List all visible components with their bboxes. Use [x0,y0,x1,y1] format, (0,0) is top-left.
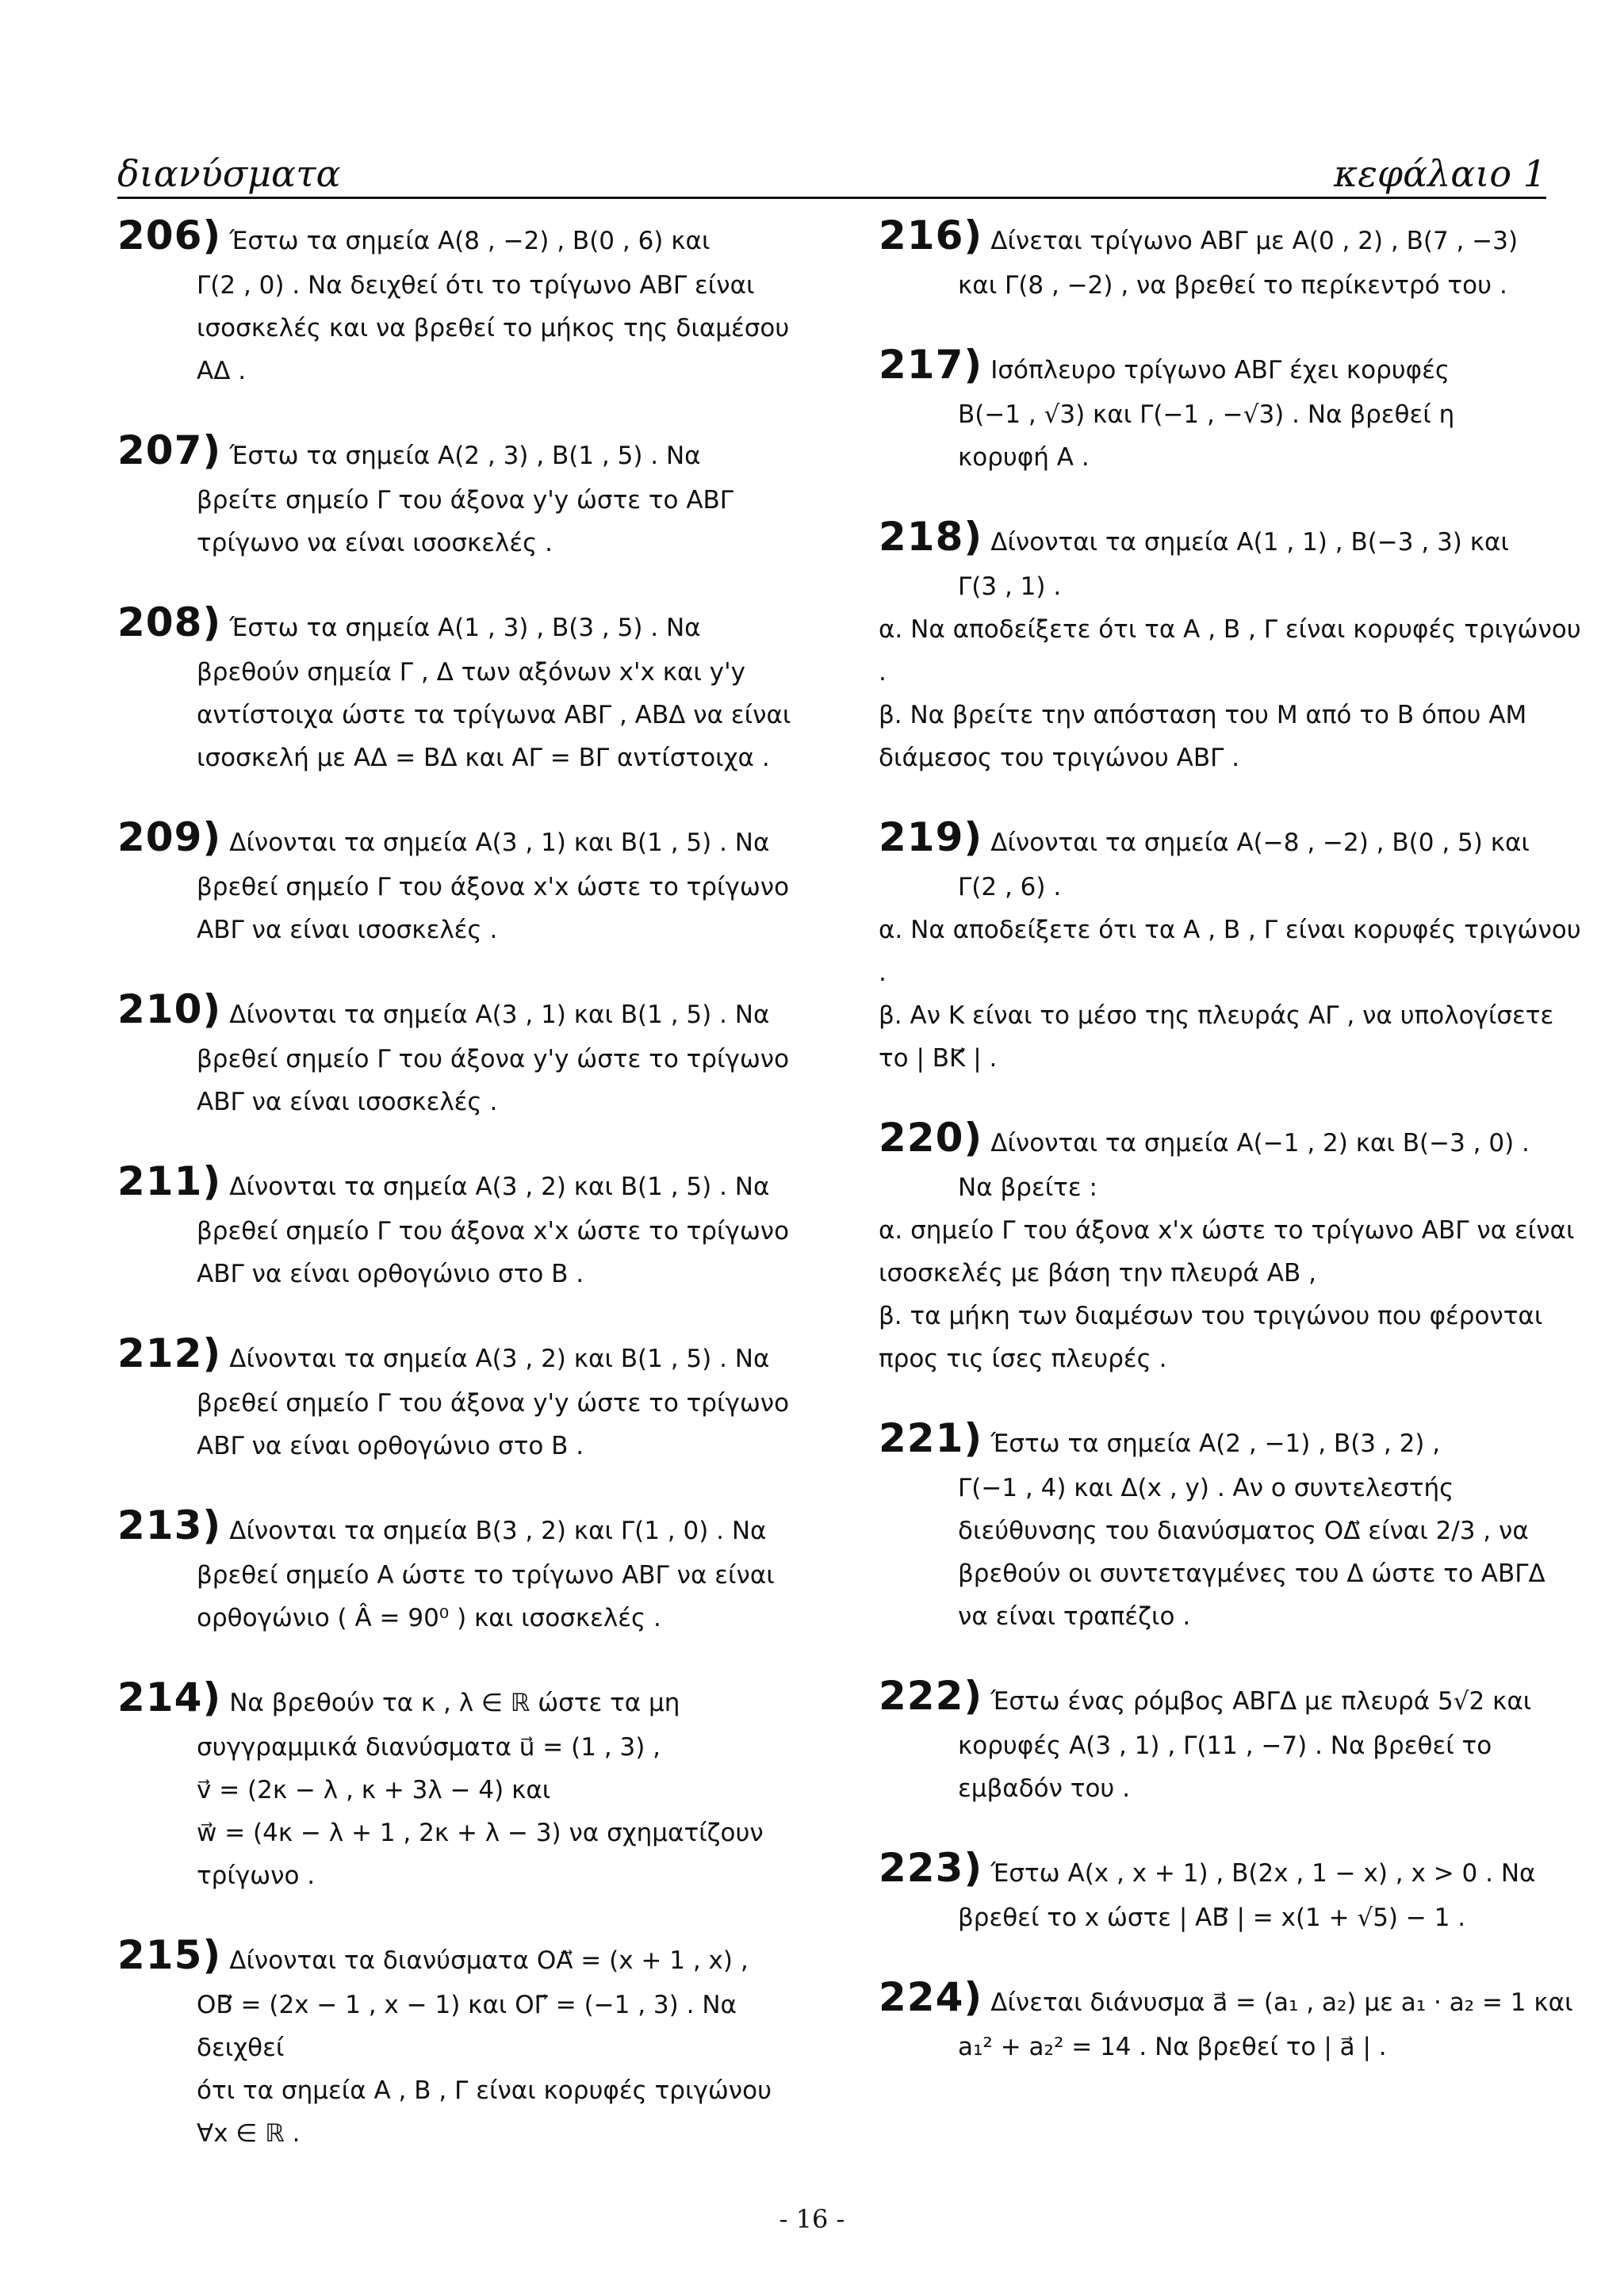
right-column [879,212,1584,2103]
left-column [117,212,823,2190]
problem-item [879,212,1584,307]
problem-item [117,1932,823,2155]
problem-line: β. Να βρείτε την απόσταση του Μ από το Β όπου ΑΜ διάμεσος του τριγώνου ΑΒΓ . [879,701,1527,772]
problem-line: τρίγωνο . [197,1862,316,1890]
problem-line: να είναι τραπέζιο . [958,1602,1191,1631]
problem-line: τρίγωνο να είναι ισοσκελές . [197,529,553,557]
problem-text: Δίνονται τα σημεία Β(3 , 2) και Γ(1 , 0) . Να [229,1517,767,1545]
problem-line: ότι τα σημεία Α , Β , Γ είναι κορυφές τριγώνου [197,2076,772,2105]
problem-line: κορυφή Α . [958,443,1090,472]
problem-item [117,1674,823,1897]
problem-line: κορυφές Α(3 , 1) , Γ(11 , −7) . Να βρεθεί το [958,1732,1492,1760]
problem-line: βρεθούν οι συντεταγμένες του Δ ώστε το ΑΒΓΔ [958,1559,1545,1588]
problem-text: Έστω Α(x , x + 1) , Β(2x , 1 − x) , x > 0 . Να [990,1859,1536,1888]
header-chapter: κεφάλαιο 1 [1334,152,1546,195]
problem-text: Δίνονται τα διανύσματα ΟΑ⃗ = (x + 1 , x) , [229,1946,749,1975]
problem-line: συγγραμμικά διανύσματα u⃗ = (1 , 3) , [197,1733,661,1762]
problem-number: 211) [117,1158,222,1204]
problem-item [879,1974,1584,2068]
problem-number: 222) [879,1673,983,1719]
problem-number: 214) [117,1674,222,1720]
problem-number: 209) [117,814,222,860]
problem-line: βρεθεί σημείο Α ώστε το τρίγωνο ΑΒΓ να είναι [197,1561,775,1590]
problem-item [879,1845,1584,1939]
problem-line: Γ(−1 , 4) και Δ(x , y) . Αν ο συντελεστής [958,1474,1454,1502]
problem-text: Να βρεθούν τα κ , λ ∈ ℝ ώστε τα μη [229,1689,680,1717]
problem-line: ΑΒΓ να είναι ισοσκελές . [197,1088,498,1116]
page-number: - 16 - [779,2204,845,2234]
problem-item [117,1502,823,1640]
problem-line: εμβαδόν του . [958,1774,1131,1803]
problem-item [879,342,1584,479]
problem-line: Γ(3 , 1) . [958,572,1062,601]
problem-line: ισοσκελές και να βρεθεί το μήκος της διαμέσου [197,314,790,342]
problem-text: Έστω τα σημεία Α(8 , −2) , Β(0 , 6) και [229,227,710,255]
problem-item [117,814,823,951]
problem-line: v⃗ = (2κ − λ , κ + 3λ − 4) και [197,1776,551,1804]
problem-number: 221) [879,1415,983,1461]
problem-number: 216) [879,212,983,258]
problem-text: Δίνονται τα σημεία Α(3 , 1) και Β(1 , 5) . Να [229,828,770,857]
problem-line: ∀x ∈ ℝ . [197,2119,301,2148]
problem-number: 212) [117,1330,222,1376]
problem-item [117,1330,823,1468]
problem-item [117,212,823,392]
problem-line: ΑΔ . [197,357,247,385]
problem-number: 219) [879,814,983,860]
problem-line: ορθογώνιο ( Â = 90⁰ ) και ισοσκελές . [197,1604,661,1632]
problem-number: 215) [117,1932,222,1978]
problem-item [117,599,823,779]
problem-line: βρείτε σημείο Γ του άξονα y'y ώστε το ΑΒΓ [197,486,734,515]
problem-line: α. σημείο Γ του άξονα x'x ώστε το τρίγωνο ΑΒΓ να είναι ισοσκελές με βάση την πλευρά ΑΒ , [879,1216,1575,1288]
problem-text: Έστω τα σημεία Α(1 , 3) , Β(3 , 5) . Να [229,614,701,642]
header-rule [117,197,1546,199]
problem-line: ΑΒΓ να είναι ορθογώνιο στο Β . [197,1432,584,1460]
problem-line: βρεθεί σημείο Γ του άξονα y'y ώστε το τρίγωνο [197,1045,790,1073]
problem-line: a₁² + a₂² = 14 . Να βρεθεί το | a⃗ | . [958,2033,1387,2061]
problem-number: 210) [117,986,222,1032]
problem-text: Ισόπλευρο τρίγωνο ΑΒΓ έχει κορυφές [990,356,1450,385]
problem-text: Δίνονται τα σημεία Α(3 , 2) και Β(1 , 5) . Να [229,1345,770,1373]
problem-line: ΟΒ⃗ = (2x − 1 , x − 1) και ΟΓ⃗ = (−1 , 3) . Να δειχθεί [197,1991,737,2062]
problem-line: α. Να αποδείξετε ότι τα Α , Β , Γ είναι κορυφές τριγώνου . [879,615,1581,687]
problem-line: β. Αν Κ είναι το μέσο της πλευράς ΑΓ , να υπολογίσετε [879,1001,1554,1030]
header-title: διανύσματα [117,152,341,195]
problem-text: Δίνονται τα σημεία Α(3 , 1) και Β(1 , 5) . Να [229,1001,770,1029]
problem-line: το | ΒΚ⃗ | . [879,1044,998,1073]
problem-line: βρεθούν σημεία Γ , Δ των αξόνων x'x και y'y [197,658,745,687]
problem-number: 223) [879,1845,983,1891]
problem-line: ισοσκελή με ΑΔ = ΒΔ και ΑΓ = ΒΓ αντίστοιχα . [197,744,770,772]
problem-item [117,986,823,1123]
problem-number: 207) [117,427,222,473]
problem-item [879,1415,1584,1638]
problem-text: Δίνεται διάνυσμα a⃗ = (a₁ , a₂) με a₁ · a₂ = 1 και [990,1988,1573,2017]
problem-number: 218) [879,514,983,560]
problem-text: Δίνεται τρίγωνο ΑΒΓ με Α(0 , 2) , Β(7 , −3) [990,227,1519,255]
problem-item [879,1115,1584,1380]
problem-line: βρεθεί το x ώστε | ΑΒ⃗ | = x(1 + √5) − 1 . [958,1904,1466,1932]
problem-line: α. Να αποδείξετε ότι τα Α , Β , Γ είναι κορυφές τριγώνου . [879,916,1581,987]
problem-line: βρεθεί σημείο Γ του άξονα x'x ώστε το τρίγωνο [197,873,790,901]
problem-number: 217) [879,342,983,388]
problem-text: Δίνονται τα σημεία Α(−8 , −2) , Β(0 , 5) και [990,828,1530,857]
problem-text: Δίνονται τα σημεία Α(1 , 1) , Β(−3 , 3) και [990,528,1509,557]
problem-line: διεύθυνσης του διανύσματος ΟΔ⃗ είναι 2/3 , να [958,1517,1529,1545]
problem-item [117,1158,823,1295]
problem-line: βρεθεί σημείο Γ του άξονα x'x ώστε το τρίγωνο [197,1217,790,1246]
problem-item [879,514,1584,779]
problem-number: 220) [879,1115,983,1161]
problem-number: 206) [117,212,222,258]
problem-number: 213) [117,1502,222,1548]
problem-line: και Γ(8 , −2) , να βρεθεί το περίκεντρό του . [958,271,1507,300]
problem-item [117,427,823,564]
problem-text: Έστω ένας ρόμβος ΑΒΓΔ με πλευρά 5√2 και [990,1687,1532,1716]
problem-text: Δίνονται τα σημεία Α(3 , 2) και Β(1 , 5) . Να [229,1173,770,1201]
problem-line: w⃗ = (4κ − λ + 1 , 2κ + λ − 3) να σχηματίζουν [197,1819,764,1847]
problem-line: ΑΒΓ να είναι ορθογώνιο στο Β . [197,1260,584,1288]
problem-line: β. τα μήκη των διαμέσων του τριγώνου που φέρονται προς τις ίσες πλευρές . [879,1302,1543,1373]
problem-line: ΑΒΓ να είναι ισοσκελές . [197,916,498,944]
problem-line: Να βρείτε : [958,1173,1097,1202]
problem-text: Έστω τα σημεία Α(2 , 3) , Β(1 , 5) . Να [229,442,701,470]
problem-line: Β(−1 , √3) και Γ(−1 , −√3) . Να βρεθεί η [958,400,1455,429]
problem-text: Δίνονται τα σημεία Α(−1 , 2) και Β(−3 , 0) . [990,1129,1530,1158]
problem-number: 224) [879,1974,983,2020]
problem-item [879,814,1584,1080]
problem-item [879,1673,1584,1810]
problem-text: Έστω τα σημεία Α(2 , −1) , Β(3 , 2) , [990,1429,1441,1458]
problem-number: 208) [117,599,222,645]
problem-line: Γ(2 , 6) . [958,873,1062,901]
problem-line: βρεθεί σημείο Γ του άξονα y'y ώστε το τρίγωνο [197,1389,790,1418]
problem-line: Γ(2 , 0) . Να δειχθεί ότι το τρίγωνο ΑΒΓ είναι [197,271,755,300]
problem-line: αντίστοιχα ώστε τα τρίγωνα ΑΒΓ , ΑΒΔ να είναι [197,701,791,729]
